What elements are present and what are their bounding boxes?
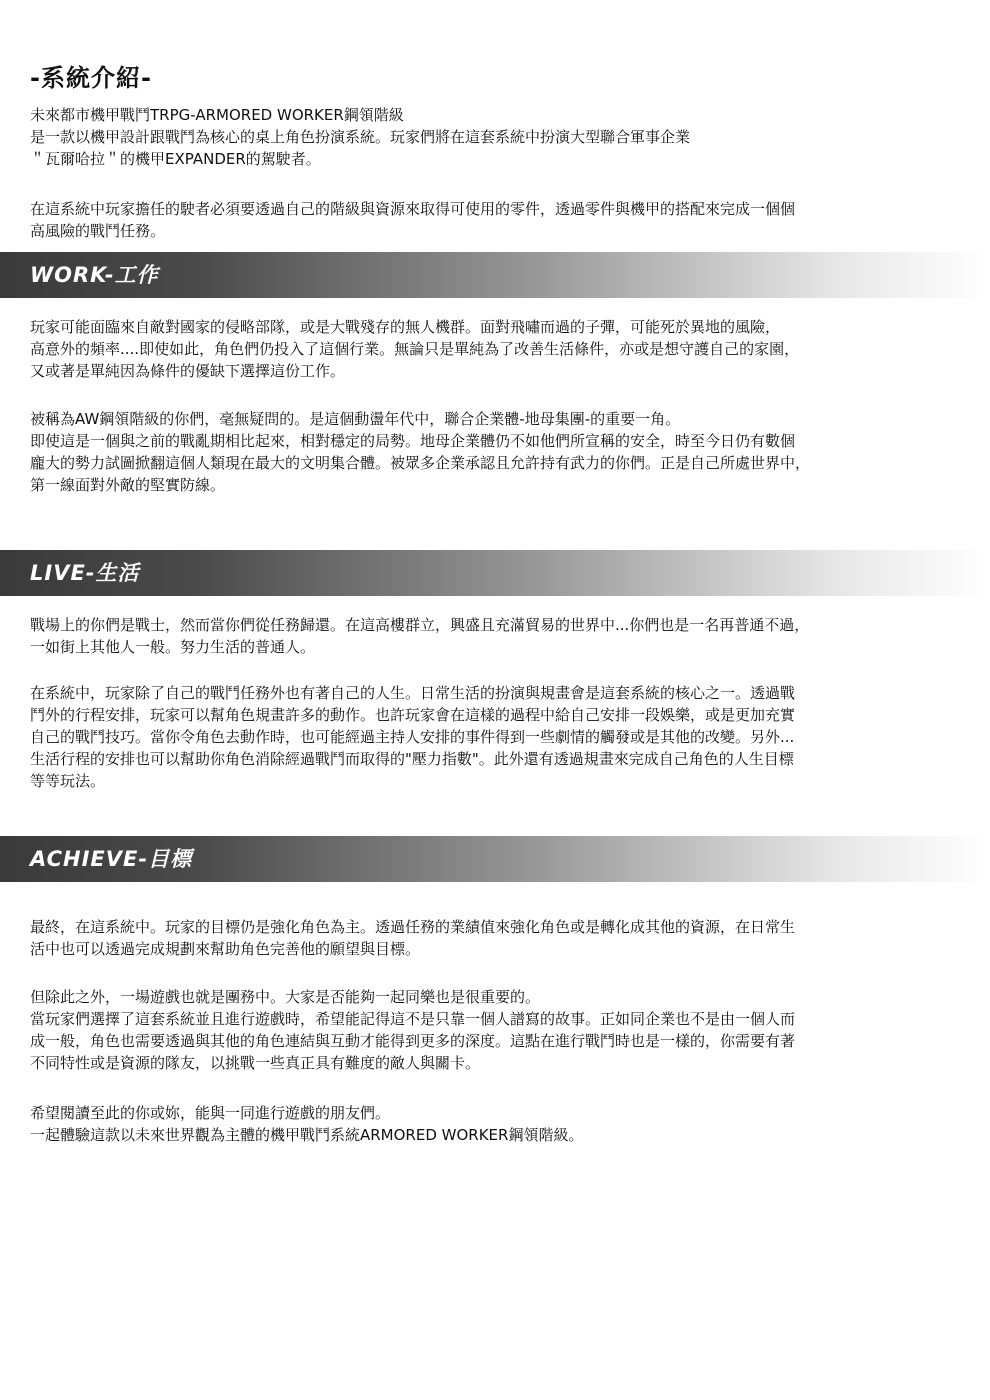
text-line: 最終，在這系統中。玩家的目標仍是強化角色為主。透過任務的業績值來強化角色或是轉化成其他的資源，在日常生 xyxy=(30,918,796,936)
text-line: 一起體驗這款以未來世界觀為主體的機甲戰鬥系統ARMORED WORKER鋼領階級。 xyxy=(30,1126,584,1144)
work-paragraph-2 xyxy=(30,408,960,496)
section-title: LIVE-生活 xyxy=(30,561,140,585)
text-line: 當玩家們選擇了這套系統並且進行遊戲時，希望能記得這不是只靠一個人譜寫的故事。正如同企業也不是由一個人而 xyxy=(30,1010,796,1028)
section-header-work xyxy=(0,252,990,298)
text-line: 成一般，角色也需要透過與其他的角色連結與互動才能得到更多的深度。這點在進行戰鬥時也是一樣的，你需要有著 xyxy=(30,1032,796,1050)
text-line: 但除此之外，一場遊戲也就是團務中。大家是否能夠一起同樂也是很重要的。 xyxy=(30,988,541,1006)
text-line: 又或著是單純因為條件的優缺下選擇這份工作。 xyxy=(30,362,346,380)
text-line: 在系統中，玩家除了自己的戰鬥任務外也有著自己的人生。日常生活的扮演與規畫會是這套系統的核心之一。透過戰 xyxy=(30,684,796,702)
achieve-paragraph-1 xyxy=(30,916,960,960)
text-line: 龐大的勢力試圖掀翻這個人類現在最大的文明集合體。被眾多企業承認且允許持有武力的你們。正是自己所處世界中， xyxy=(30,454,811,472)
text-line: 被稱為AW鋼領階級的你們，毫無疑問的。是這個動盪年代中，聯合企業體-地母集團-的重要一角。 xyxy=(30,410,681,428)
text-line: 第一線面對外敵的堅實防線。 xyxy=(30,476,226,494)
section-title: WORK-工作 xyxy=(30,263,159,287)
text-line: 在這系統中玩家擔任的駛者必須要透過自己的階級與資源來取得可使用的零件，透過零件與機甲的搭配來完成一個個 xyxy=(30,200,796,218)
live-paragraph-1 xyxy=(30,614,960,658)
text-line: 等等玩法。 xyxy=(30,772,106,790)
text-line: 鬥外的行程安排，玩家可以幫角色規畫許多的動作。也許玩家會在這樣的過程中給自己安排一段娛樂，或是更加充實 xyxy=(30,706,796,724)
text-line: 戰場上的你們是戰士，然而當你們從任務歸還。在這高樓群立，興盛且充滿貿易的世界中...你們也是一名再普通不過， xyxy=(30,616,810,634)
text-line: 高風險的戰鬥任務。 xyxy=(30,222,166,240)
achieve-paragraph-3 xyxy=(30,1102,960,1146)
page-title: -系統介紹- xyxy=(30,64,152,92)
text-line: 未來都市機甲戰鬥TRPG-ARMORED WORKER鋼領階級 xyxy=(30,106,404,124)
text-line: 一如街上其他人一般。努力生活的普通人。 xyxy=(30,638,316,656)
text-line: 自己的戰鬥技巧。當你令角色去動作時，也可能經過主持人安排的事件得到一些劇情的觸發或是其他的改變。另外... xyxy=(30,728,795,746)
achieve-paragraph-2 xyxy=(30,986,960,1074)
text-line: ＂瓦爾哈拉＂的機甲EXPANDER的駕駛者。 xyxy=(30,150,321,168)
text-line: 高意外的頻率....即使如此，角色們仍投入了這個行業。無論只是單純為了改善生活條件，亦或是想守護自己的家園， xyxy=(30,340,800,358)
section-header-achieve xyxy=(0,836,990,882)
text-line: 希望閱讀至此的你或妳，能與一同進行遊戲的朋友們。 xyxy=(30,1104,391,1122)
text-line: 玩家可能面臨來自敵對國家的侵略部隊，或是大戰殘存的無人機群。面對飛嘯而過的子彈，可能死於異地的風險， xyxy=(30,318,781,336)
live-paragraph-2 xyxy=(30,682,960,792)
section-title: ACHIEVE-目標 xyxy=(30,847,193,871)
intro-paragraph-2 xyxy=(30,198,960,242)
text-line: 是一款以機甲設計跟戰鬥為核心的桌上角色扮演系統。玩家們將在這套系統中扮演大型聯合軍事企業 xyxy=(30,128,691,146)
text-line: 不同特性或是資源的隊友，以挑戰一些真正具有難度的敵人與關卡。 xyxy=(30,1054,481,1072)
work-paragraph-1 xyxy=(30,316,960,382)
text-line: 活中也可以透過完成規劃來幫助角色完善他的願望與目標。 xyxy=(30,940,421,958)
intro-paragraph-1 xyxy=(30,104,960,170)
section-header-live xyxy=(0,550,990,596)
text-line: 生活行程的安排也可以幫助你角色消除經過戰鬥而取得的"壓力指數"。此外還有透過規畫來完成自己角色的人生目標 xyxy=(30,750,794,768)
text-line: 即使這是一個與之前的戰亂期相比起來，相對穩定的局勢。地母企業體仍不如他們所宣稱的安全，時至今日仍有數個 xyxy=(30,432,796,450)
